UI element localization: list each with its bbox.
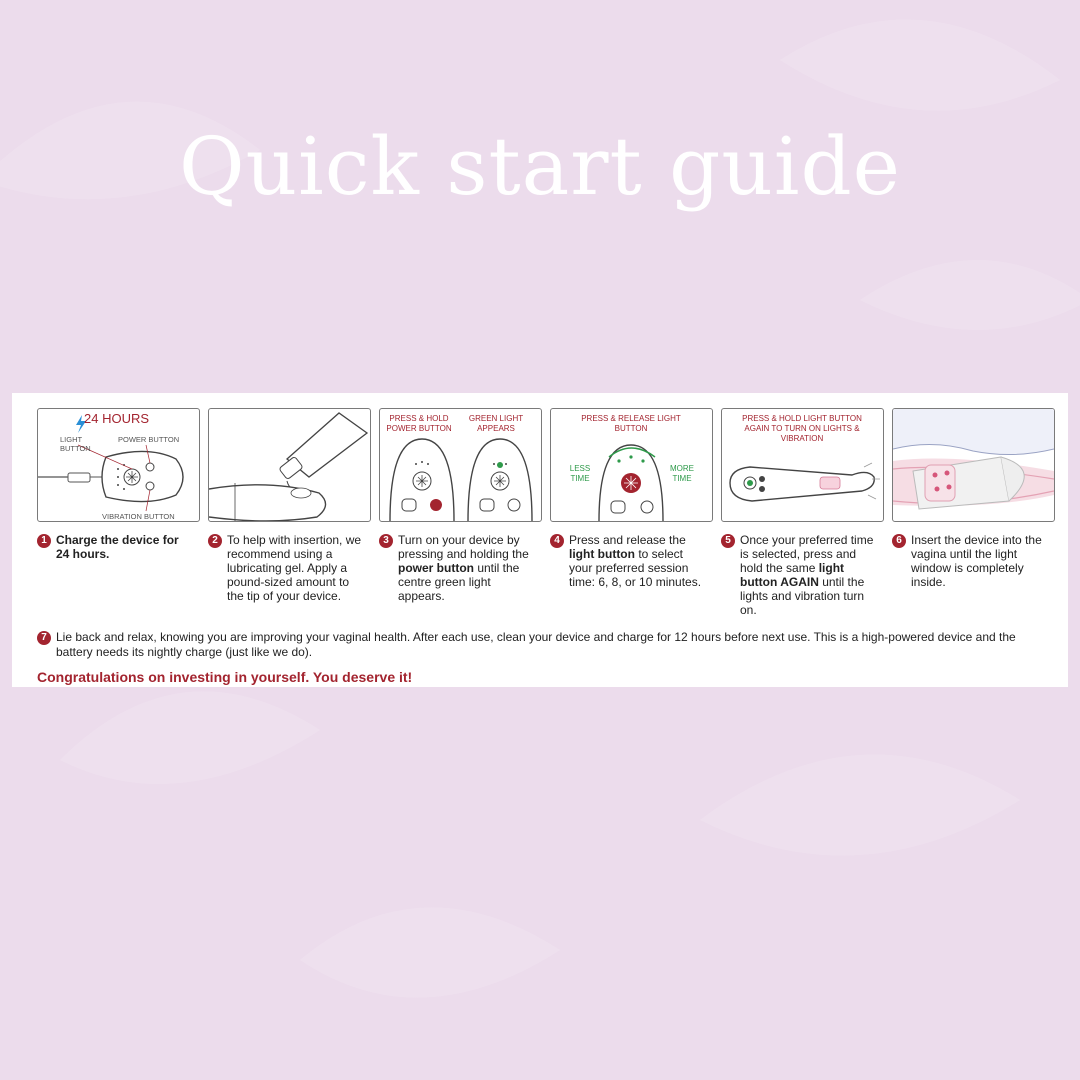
panel-select-time <box>550 408 713 522</box>
panel-insert <box>892 408 1055 522</box>
vibration-button-label: VIBRATION BUTTON <box>102 512 175 521</box>
insertion-illustration <box>893 409 1054 521</box>
step-7 <box>37 630 1047 660</box>
step-number: 5 <box>721 534 735 548</box>
panel-lights-vibration <box>721 408 884 522</box>
panel-lubricant <box>208 408 371 522</box>
step-number: 2 <box>208 534 222 548</box>
step-4-text-b: to select your preferred session time: 6, 8, or 10 minutes. <box>569 547 702 589</box>
page-title: Quick start guide <box>179 120 901 213</box>
step-number: 3 <box>379 534 393 548</box>
step-5-text-a: Once your preferred time is selected, press and hold the same <box>740 533 874 575</box>
press-hold-again-caption: PRESS & HOLD LIGHT BUTTON AGAIN TO TURN ON LIGHTS & VIBRATION <box>742 414 862 443</box>
step-5-text-b: until the lights and vibration turn on. <box>740 575 865 617</box>
step-3-bold: power button <box>398 561 474 575</box>
panel-power-on <box>379 408 542 522</box>
step-6 <box>892 533 1050 589</box>
step-6-text: Insert the device into the vagina until the light window is completely inside. <box>911 533 1042 589</box>
step-4-text-a: Press and release the <box>569 533 686 547</box>
step-7-text: Lie back and relax, knowing you are improving your vaginal health. After each use, clean your device and charge for 12 hours before next use. This is a high-powered device and the battery needs its nightly charge (just like we do). <box>56 630 1016 659</box>
less-time-caption: LESS TIME <box>569 464 591 483</box>
step-3-text-b: until the centre green light appears. <box>398 561 520 603</box>
step-1-text: Charge the device for 24 hours. <box>56 533 179 561</box>
step-4-bold: light button <box>569 547 635 561</box>
step-3 <box>379 533 537 603</box>
step-2-text: To help with insertion, we recommend using a lubricating gel. Apply a pound-sized amount to the tip of your device. <box>227 533 362 603</box>
quick-start-card <box>12 393 1068 687</box>
more-time-caption: MORE TIME <box>670 464 694 483</box>
charge-duration-label: 24 HOURS <box>84 411 150 426</box>
press-release-light-caption: PRESS & RELEASE LIGHT BUTTON <box>581 414 681 433</box>
lubricant-illustration <box>209 409 370 521</box>
step-1 <box>37 533 195 561</box>
step-5-bold: light button AGAIN <box>740 561 845 589</box>
step-4 <box>550 533 708 589</box>
power-button-label: POWER BUTTON <box>118 435 180 444</box>
green-light-caption: GREEN LIGHT APPEARS <box>468 414 524 433</box>
step-3-text-a: Turn on your device by pressing and holding the <box>398 533 529 561</box>
congratulations-message: Congratulations on investing in yourself. You deserve it! <box>37 669 413 685</box>
light-button-label: LIGHT BUTTON <box>60 435 91 453</box>
press-hold-power-caption: PRESS & HOLD POWER BUTTON <box>386 414 452 433</box>
step-number: 4 <box>550 534 564 548</box>
step-number: 1 <box>37 534 51 548</box>
panel-charge <box>37 408 200 522</box>
step-2 <box>208 533 366 603</box>
step-number: 6 <box>892 534 906 548</box>
step-5 <box>721 533 879 617</box>
step-number: 7 <box>37 631 51 645</box>
